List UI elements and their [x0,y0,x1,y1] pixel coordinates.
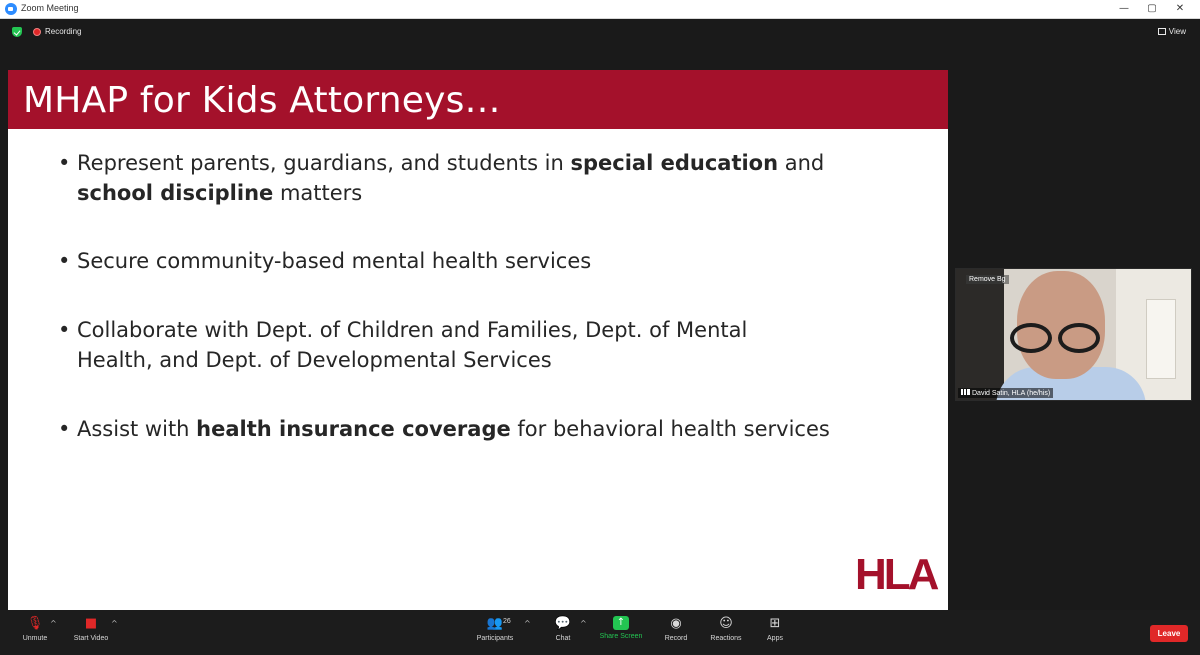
view-icon [1158,28,1166,35]
chat-label: Chat [555,635,571,642]
participant-name: David Satin, HLA (he/his) [972,390,1051,397]
share-screen-icon: ↑ [613,616,629,630]
restore-button[interactable]: ▢ [1147,3,1157,14]
slide-header-bar [8,70,948,129]
share-screen-label: Share Screen [599,633,643,640]
apps-button[interactable] [740,616,810,642]
recording-label: Recording [45,27,82,36]
signal-strength-icon [961,389,970,395]
muted-microphone-icon: 🎙 [26,616,44,631]
participant-video-tile[interactable] [955,268,1192,401]
view-button[interactable] [1158,27,1186,36]
apps-icon: ⊞ [769,616,781,631]
bullet-text: Assist with health insurance coverage for behavioral health services [77,417,830,441]
bullet-dot: • [58,249,71,273]
apps-label: Apps [767,635,783,642]
zoom-app-icon [5,3,17,15]
encryption-shield-icon[interactable] [12,27,22,37]
window-title: Zoom Meeting [21,3,79,13]
participants-count: 26 [503,618,511,625]
record-label: Record [664,635,688,642]
view-label: View [1168,27,1186,36]
bullet-dot: • [58,417,71,441]
meeting-toolbar [0,610,1200,655]
participants-icon: 👥 [486,616,504,631]
record-icon: ◉ [670,616,682,631]
minimize-button[interactable]: — [1119,3,1129,14]
start-video-button[interactable] [56,616,126,642]
bullet-text: Secure community-based mental health services [77,249,592,273]
recording-dot-icon [33,28,41,36]
reactions-label: Reactions [710,635,742,642]
participants-button[interactable] [460,616,530,642]
meeting-area [0,20,1200,610]
background-shelf [956,269,1004,401]
participants-label: Participants [476,635,514,642]
bullet-dot: • [58,151,71,175]
chat-icon: 💬 [554,616,572,631]
chat-options-caret[interactable]: ^ [580,619,587,628]
close-button[interactable]: ✕ [1175,3,1185,14]
window-title-bar [0,0,1200,19]
unmute-label: Unmute [22,635,48,642]
background-door [1146,299,1176,379]
start-video-label: Start Video [73,635,109,642]
participant-glasses [1006,323,1110,355]
leave-button[interactable]: Leave [1150,625,1188,642]
participant-name-tag [958,388,1053,398]
bullet-text: Collaborate with Dept. of Children and Families, Dept. of Mental Health, and Dept. of Developmental Services [77,318,748,372]
slide-title: MHAP for Kids Attorneys… [23,80,501,121]
bullet-text: Represent parents, guardians, and students in special education and school discipline matters [77,151,825,205]
participants-options-caret[interactable]: ^ [524,619,531,628]
unmute-options-caret[interactable]: ^ [50,619,57,628]
video-options-caret[interactable]: ^ [111,619,118,628]
remove-background-label[interactable]: Remove Bg [966,275,1009,284]
hla-logo: HLA [855,550,937,599]
shared-slide [8,70,948,618]
bullet-dot: • [58,318,71,342]
video-off-icon: ■ [84,616,98,631]
reactions-icon: ☺ [719,616,733,631]
